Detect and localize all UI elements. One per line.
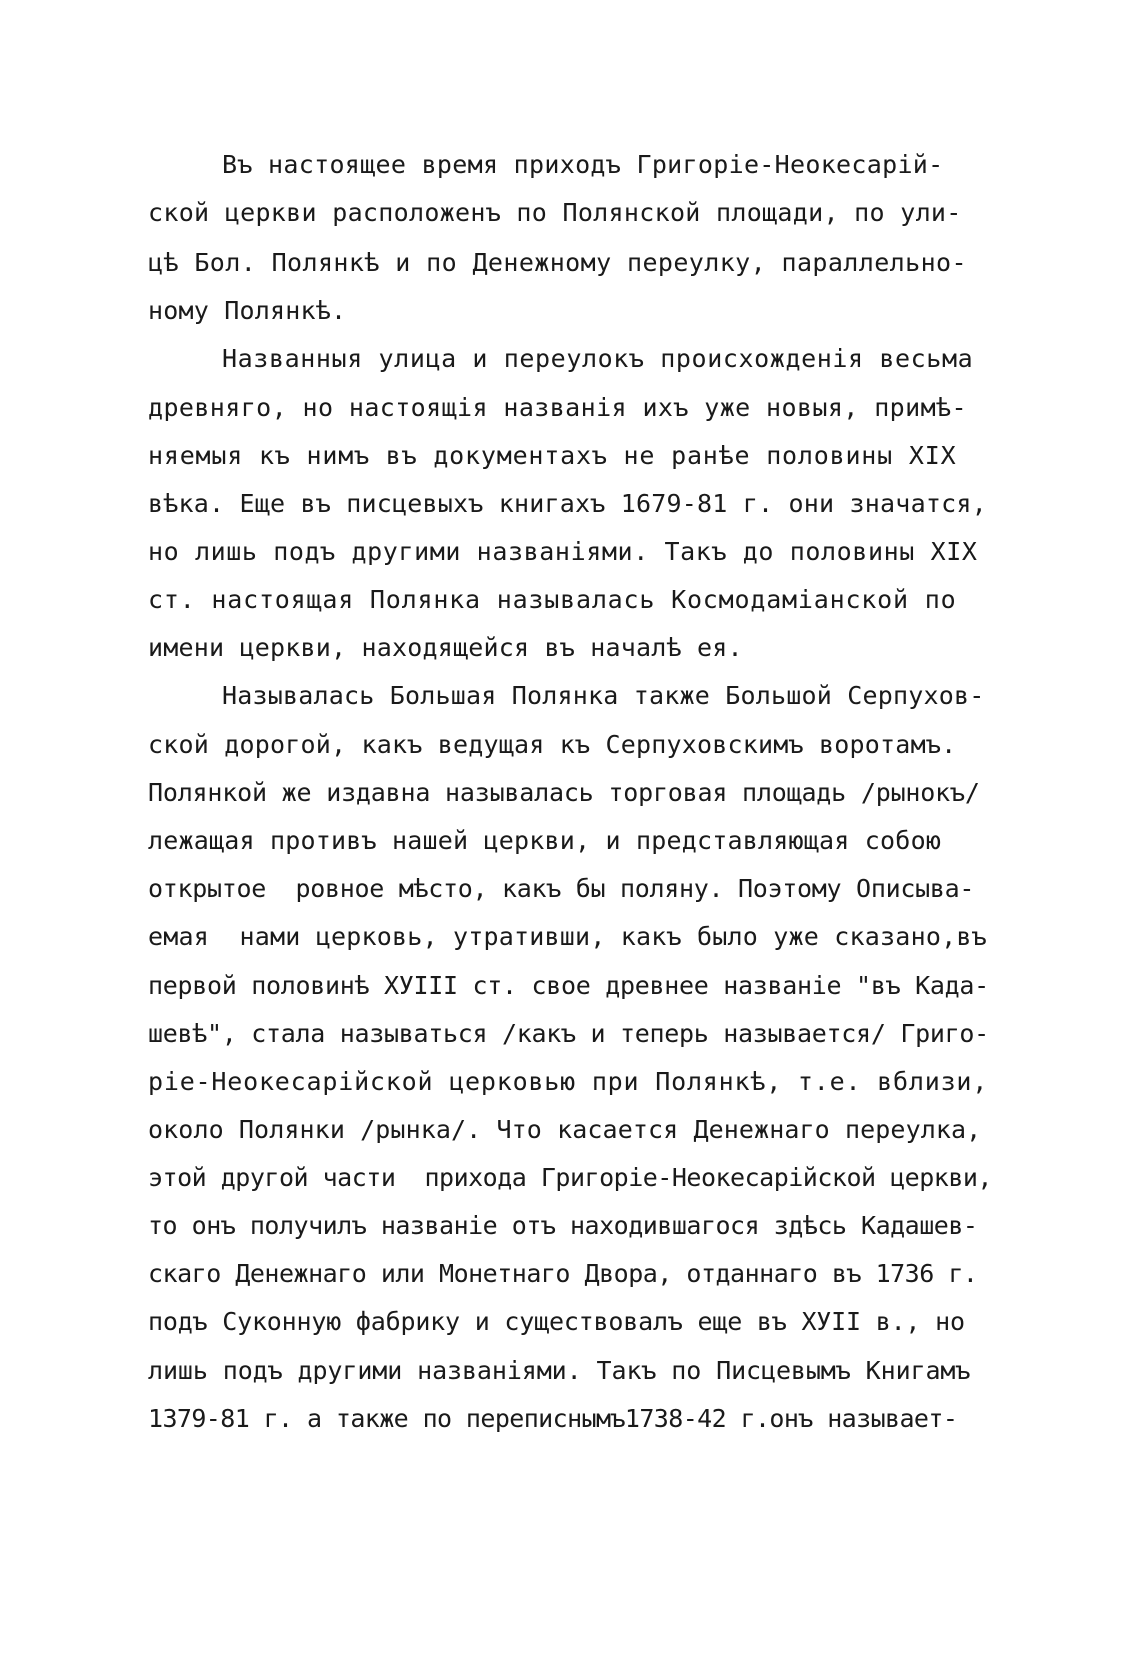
text-line: ской церкви расположенъ по Полянской площади, по ули- [148,198,962,227]
text-line: около Полянки /рынка/. Что касается Денежнаго переулка, [148,1115,982,1144]
text-line: Въ настоящее время приходъ Григорie-Неокесарiй- [222,150,944,179]
text-line: древняго, но настоящiя названiя ихъ уже новыя, примѣ- [148,393,967,422]
text-line: ному Полянкѣ. [148,296,347,325]
text-line: лежащая противъ нашей церкви, и представляющая собою [148,826,942,855]
text-line: подъ Суконную фабрику и существовалъ еще въ ХУII в., но [148,1307,965,1336]
text-line: ской дорогой, какъ ведущая къ Серпуховскимъ воротамъ. [148,730,957,759]
text-line: цѣ Бол. Полянкѣ и по Денежному переулку, параллельно- [148,248,967,277]
text-line: 1379-81 г. а также по переписнымъ1738-42 г.онъ называет- [148,1404,958,1433]
text-line: но лишь подъ другими названiями. Такъ до половины XIX [148,537,978,566]
text-line: рiе-Неокесарiйской церковью при Полянкѣ, т.е. вблизи, [148,1067,989,1096]
text-line: емая нами церковь, утративши, какъ было уже сказано,въ [148,922,987,951]
text-line: няемыя къ нимъ въ документахъ не ранѣе половины XIX [148,441,957,470]
text-line: вѣка. Еще въ писцевыхъ книгахъ 1679-81 г. они значатся, [148,489,987,518]
text-line: скаго Денежнаго или Монетнаго Двора, отданнаго въ 1736 г. [148,1259,978,1288]
text-line: этой другой части прихода Григорiе-Неокесарiйской церкви, [148,1163,992,1192]
text-line: открытое ровное мѣсто, какъ бы поляну. Поэтому Описыва- [148,874,975,903]
text-line: лишь подъ другими названiями. Такъ по Писцевымъ Книгамъ [148,1356,971,1385]
text-line: Названныя улица и переулокъ происхожденiя весьма [222,344,974,373]
text-line: Называлась Большая Полянка также Большой Серпухов- [222,681,985,710]
text-line: шевѣ", стала называться /какъ и теперь называется/ Григо- [148,1019,989,1048]
text-line: первой половинѣ ХУIII ст. свое древнее названiе "въ Када- [148,971,989,1000]
text-line: то онъ получилъ названiе отъ находившагося здѣсь Кадашев- [148,1211,978,1240]
text-line: Полянкой же издавна называлась торговая площадь /рынокъ/ [148,778,980,807]
text-line: ст. настоящая Полянка называлась Космодамiанской по [148,585,957,614]
text-line: имени церкви, находящейся въ началѣ ея. [148,633,743,662]
